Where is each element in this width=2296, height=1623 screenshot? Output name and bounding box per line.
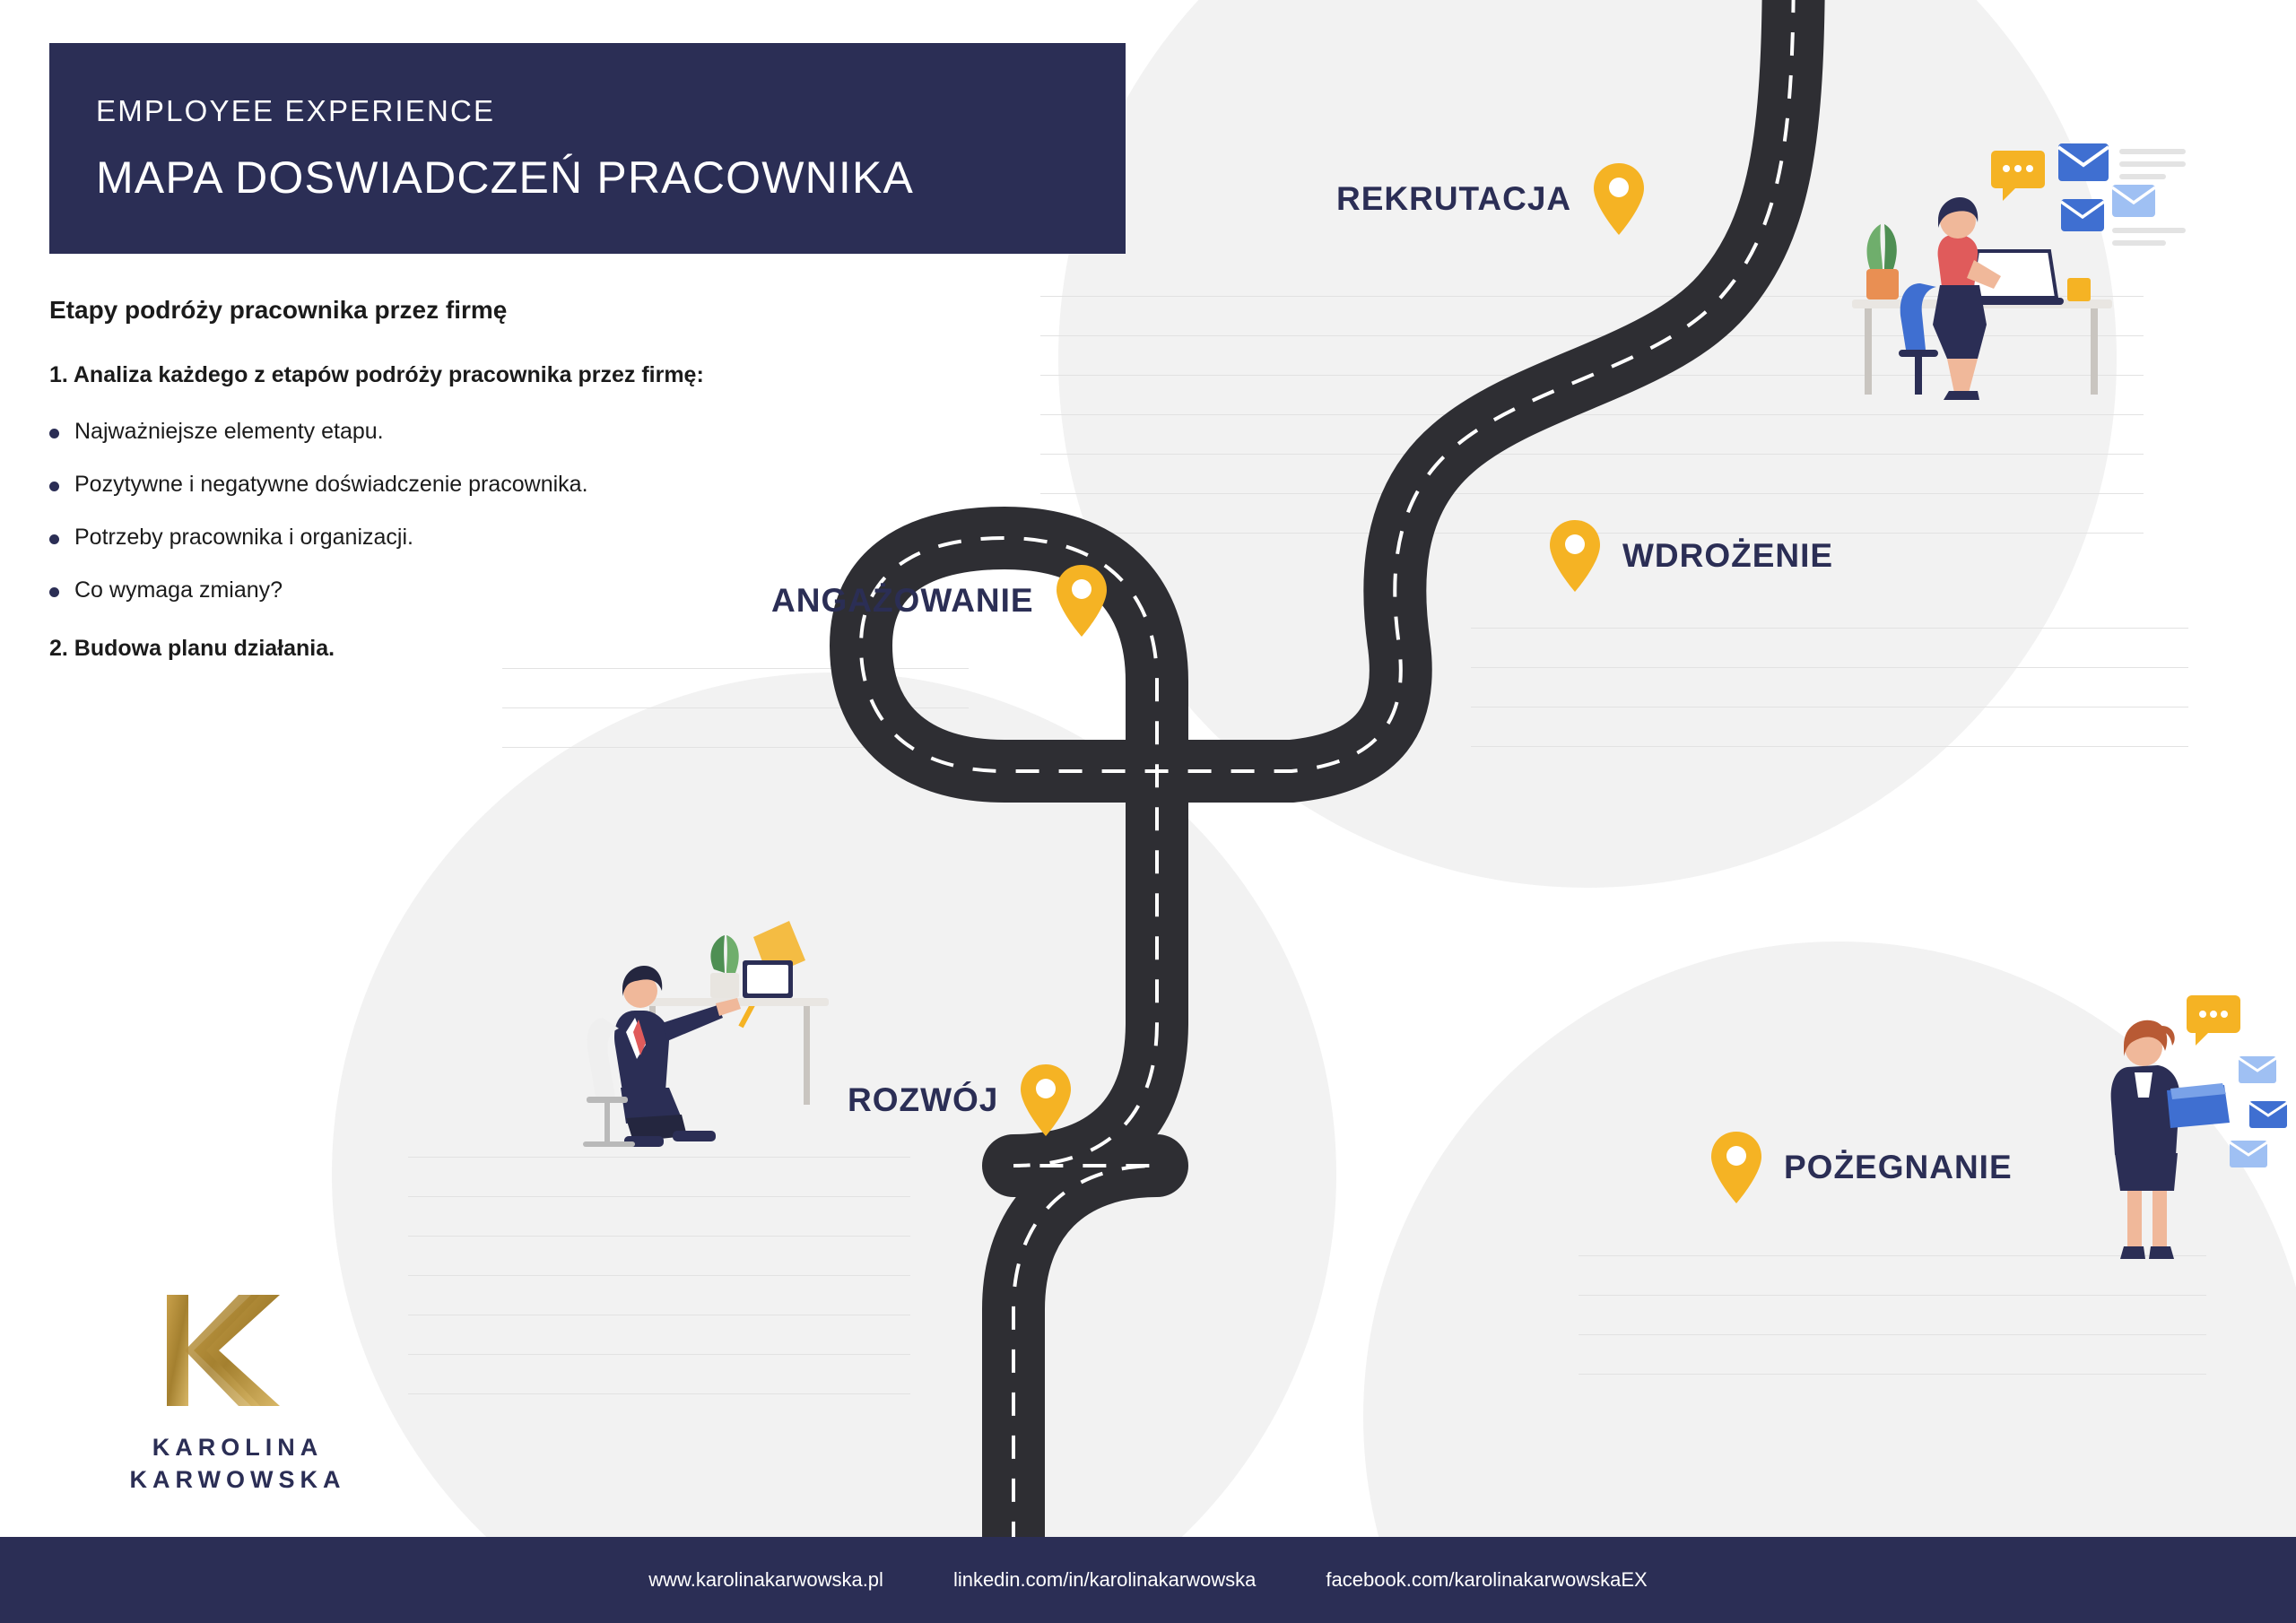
background-circle-middle bbox=[332, 673, 1336, 1623]
note-lines-bottom-right bbox=[1578, 1255, 2206, 1413]
bullet-text: Najważniejsze elementy etapu. bbox=[74, 419, 384, 444]
title-banner bbox=[49, 43, 1126, 254]
footer-bar bbox=[0, 1537, 2296, 1623]
bullet-dot-icon bbox=[49, 429, 59, 438]
list-item bbox=[49, 472, 946, 498]
bullet-text: Pozytywne i negatywne doświadczenie pracownika. bbox=[74, 472, 588, 497]
illustration-woman-with-folder bbox=[2081, 986, 2296, 1273]
footer-website-link[interactable]: www.karolinakarwowska.pl bbox=[648, 1568, 883, 1591]
map-pin-icon bbox=[1054, 563, 1109, 638]
stage-rekrutacja bbox=[1336, 161, 1647, 237]
map-pin-icon bbox=[1018, 1063, 1074, 1138]
stage-label: ANGAŻOWANIE bbox=[771, 582, 1034, 619]
footer-linkedin-link[interactable]: linkedin.com/in/karolinakarwowska bbox=[952, 1568, 1257, 1591]
map-pin-icon bbox=[1591, 161, 1647, 237]
bullet-text: Co wymaga zmiany? bbox=[74, 577, 283, 603]
stage-label: WDROŻENIE bbox=[1622, 537, 1834, 574]
list-item bbox=[49, 419, 946, 445]
note-lines-center bbox=[502, 668, 969, 786]
intro-step-2: 2. Budowa planu działania. bbox=[49, 636, 335, 661]
stage-wdrozenie bbox=[1547, 518, 1833, 594]
bullet-dot-icon bbox=[49, 534, 59, 544]
logo-name-line-1: KAROLINA bbox=[152, 1434, 324, 1461]
map-pin-icon bbox=[1709, 1130, 1764, 1205]
stage-label: POŻEGNANIE bbox=[1784, 1149, 2013, 1185]
stage-label: REKRUTACJA bbox=[1336, 180, 1572, 217]
illustration-woman-at-laptop bbox=[1843, 135, 2202, 404]
page-title: MAPA DOSWIADCZEŃ PRACOWNIKA bbox=[96, 152, 915, 203]
stage-angazowanie bbox=[771, 563, 1109, 638]
stage-rozwoj bbox=[848, 1063, 1074, 1138]
bullet-dot-icon bbox=[49, 482, 59, 491]
list-item bbox=[49, 525, 946, 551]
bullet-text: Potrzeby pracownika i organizacji. bbox=[74, 525, 413, 550]
brand-logo bbox=[99, 1291, 377, 1497]
bullet-dot-icon bbox=[49, 587, 59, 597]
note-lines-right bbox=[1471, 628, 2188, 785]
intro-step-1: 1. Analiza każdego z etapów podróży pracownika przez firmę: bbox=[49, 362, 704, 387]
note-lines-bottom-left bbox=[408, 1157, 910, 1433]
intro-lead: Etapy podróży pracownika przez firmę bbox=[49, 296, 508, 324]
map-pin-icon bbox=[1547, 518, 1603, 594]
title-kicker: EMPLOYEE EXPERIENCE bbox=[96, 93, 496, 127]
stage-label: ROZWÓJ bbox=[848, 1081, 999, 1118]
logo-name-line-2: KARWOWSKA bbox=[129, 1466, 346, 1494]
kk-monogram-icon bbox=[152, 1291, 323, 1412]
illustration-man-at-desk bbox=[583, 883, 834, 1152]
stage-pozegnanie bbox=[1709, 1130, 2013, 1205]
footer-facebook-link[interactable]: facebook.com/karolinakarwowskaEX bbox=[1326, 1568, 1648, 1591]
